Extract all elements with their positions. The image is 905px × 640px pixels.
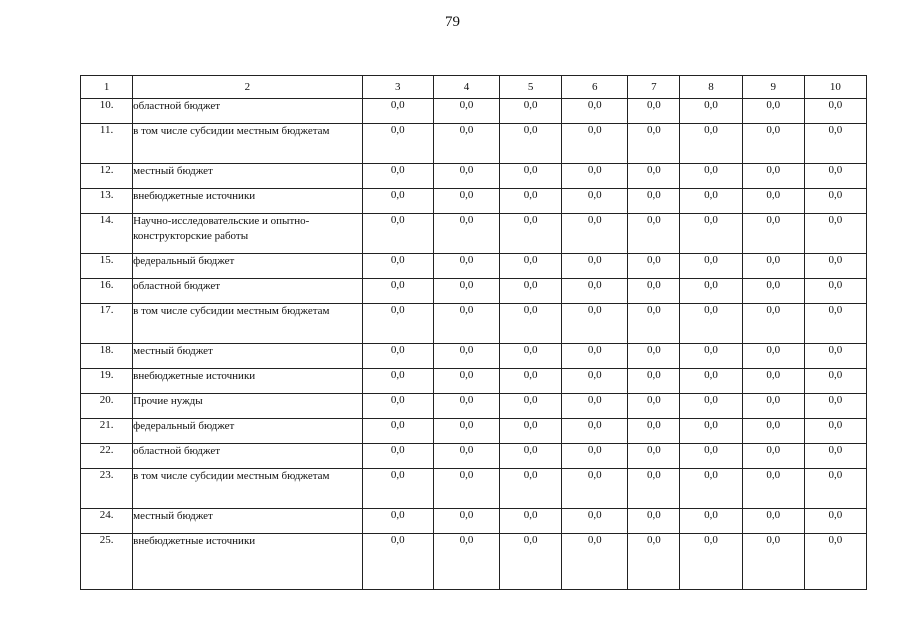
value-cell: 0,0 — [433, 469, 499, 509]
value-cell: 0,0 — [562, 469, 628, 509]
table-row — [81, 304, 867, 344]
value-cell: 0,0 — [680, 444, 742, 469]
value-cell: 0,0 — [804, 534, 866, 590]
table-row — [81, 509, 867, 534]
value-cell: 0,0 — [742, 369, 804, 394]
value-cell: 0,0 — [362, 469, 433, 509]
value-cell: 0,0 — [742, 214, 804, 254]
value-cell: 0,0 — [500, 124, 562, 164]
value-cell: 0,0 — [628, 509, 680, 534]
column-header: 4 — [433, 76, 499, 99]
value-cell: 0,0 — [362, 304, 433, 344]
value-cell: 0,0 — [804, 469, 866, 509]
row-number: 20. — [81, 394, 133, 419]
row-label: в том числе субсидии местным бюджетам — [133, 304, 363, 344]
budget-table — [80, 75, 867, 590]
row-label: федеральный бюджет — [133, 419, 363, 444]
value-cell: 0,0 — [680, 509, 742, 534]
row-number: 12. — [81, 164, 133, 189]
value-cell: 0,0 — [804, 444, 866, 469]
value-cell: 0,0 — [742, 394, 804, 419]
row-label: областной бюджет — [133, 279, 363, 304]
value-cell: 0,0 — [433, 279, 499, 304]
value-cell: 0,0 — [680, 164, 742, 189]
value-cell: 0,0 — [362, 369, 433, 394]
row-number: 11. — [81, 124, 133, 164]
row-number: 17. — [81, 304, 133, 344]
value-cell: 0,0 — [500, 164, 562, 189]
value-cell: 0,0 — [433, 254, 499, 279]
value-cell: 0,0 — [628, 254, 680, 279]
value-cell: 0,0 — [500, 99, 562, 124]
value-cell: 0,0 — [804, 99, 866, 124]
value-cell: 0,0 — [742, 279, 804, 304]
value-cell: 0,0 — [362, 444, 433, 469]
row-number: 21. — [81, 419, 133, 444]
value-cell: 0,0 — [680, 124, 742, 164]
value-cell: 0,0 — [742, 254, 804, 279]
page-number: 79 — [445, 14, 460, 30]
value-cell: 0,0 — [433, 369, 499, 394]
value-cell: 0,0 — [680, 279, 742, 304]
value-cell: 0,0 — [628, 124, 680, 164]
value-cell: 0,0 — [433, 304, 499, 344]
value-cell: 0,0 — [500, 394, 562, 419]
value-cell: 0,0 — [628, 534, 680, 590]
value-cell: 0,0 — [500, 254, 562, 279]
column-header: 5 — [500, 76, 562, 99]
table-row — [81, 369, 867, 394]
row-label: федеральный бюджет — [133, 254, 363, 279]
value-cell: 0,0 — [628, 164, 680, 189]
value-cell: 0,0 — [804, 394, 866, 419]
value-cell: 0,0 — [804, 254, 866, 279]
row-number: 19. — [81, 369, 133, 394]
value-cell: 0,0 — [362, 124, 433, 164]
value-cell: 0,0 — [500, 189, 562, 214]
row-label: Научно-исследовательские и опытно-конструкторские работы — [133, 214, 363, 254]
value-cell: 0,0 — [742, 189, 804, 214]
value-cell: 0,0 — [562, 394, 628, 419]
value-cell: 0,0 — [628, 419, 680, 444]
value-cell: 0,0 — [362, 344, 433, 369]
value-cell: 0,0 — [628, 394, 680, 419]
value-cell: 0,0 — [562, 189, 628, 214]
value-cell: 0,0 — [433, 214, 499, 254]
value-cell: 0,0 — [562, 304, 628, 344]
value-cell: 0,0 — [804, 304, 866, 344]
value-cell: 0,0 — [562, 279, 628, 304]
row-number: 23. — [81, 469, 133, 509]
value-cell: 0,0 — [562, 534, 628, 590]
row-label: внебюджетные источники — [133, 369, 363, 394]
value-cell: 0,0 — [628, 99, 680, 124]
row-number: 24. — [81, 509, 133, 534]
value-cell: 0,0 — [628, 469, 680, 509]
value-cell: 0,0 — [562, 124, 628, 164]
row-label: в том числе субсидии местным бюджетам — [133, 469, 363, 509]
value-cell: 0,0 — [628, 304, 680, 344]
value-cell: 0,0 — [562, 344, 628, 369]
table-row — [81, 164, 867, 189]
value-cell: 0,0 — [500, 304, 562, 344]
row-label: внебюджетные источники — [133, 534, 363, 590]
header-row — [81, 76, 867, 99]
value-cell: 0,0 — [362, 394, 433, 419]
value-cell: 0,0 — [680, 214, 742, 254]
table-row — [81, 469, 867, 509]
value-cell: 0,0 — [362, 214, 433, 254]
table-row — [81, 254, 867, 279]
value-cell: 0,0 — [742, 534, 804, 590]
value-cell: 0,0 — [362, 189, 433, 214]
value-cell: 0,0 — [742, 304, 804, 344]
value-cell: 0,0 — [804, 189, 866, 214]
column-header: 7 — [628, 76, 680, 99]
value-cell: 0,0 — [562, 214, 628, 254]
column-header: 2 — [133, 76, 363, 99]
value-cell: 0,0 — [562, 164, 628, 189]
value-cell: 0,0 — [628, 369, 680, 394]
value-cell: 0,0 — [628, 344, 680, 369]
value-cell: 0,0 — [680, 304, 742, 344]
value-cell: 0,0 — [680, 369, 742, 394]
table-row — [81, 189, 867, 214]
value-cell: 0,0 — [628, 279, 680, 304]
value-cell: 0,0 — [433, 124, 499, 164]
row-number: 15. — [81, 254, 133, 279]
row-label: в том числе субсидии местным бюджетам — [133, 124, 363, 164]
column-header: 1 — [81, 76, 133, 99]
value-cell: 0,0 — [562, 419, 628, 444]
value-cell: 0,0 — [500, 534, 562, 590]
row-label: внебюджетные источники — [133, 189, 363, 214]
value-cell: 0,0 — [680, 189, 742, 214]
value-cell: 0,0 — [433, 164, 499, 189]
value-cell: 0,0 — [500, 444, 562, 469]
table-row — [81, 394, 867, 419]
value-cell: 0,0 — [804, 279, 866, 304]
value-cell: 0,0 — [433, 509, 499, 534]
value-cell: 0,0 — [500, 509, 562, 534]
value-cell: 0,0 — [804, 369, 866, 394]
value-cell: 0,0 — [680, 534, 742, 590]
value-cell: 0,0 — [628, 444, 680, 469]
value-cell: 0,0 — [433, 419, 499, 444]
value-cell: 0,0 — [500, 344, 562, 369]
row-number: 16. — [81, 279, 133, 304]
value-cell: 0,0 — [500, 279, 562, 304]
value-cell: 0,0 — [742, 164, 804, 189]
row-number: 25. — [81, 534, 133, 590]
column-header: 10 — [804, 76, 866, 99]
row-number: 13. — [81, 189, 133, 214]
value-cell: 0,0 — [562, 509, 628, 534]
value-cell: 0,0 — [742, 344, 804, 369]
value-cell: 0,0 — [628, 214, 680, 254]
row-label: областной бюджет — [133, 99, 363, 124]
table-row — [81, 419, 867, 444]
value-cell: 0,0 — [804, 419, 866, 444]
value-cell: 0,0 — [680, 99, 742, 124]
value-cell: 0,0 — [362, 254, 433, 279]
value-cell: 0,0 — [680, 419, 742, 444]
value-cell: 0,0 — [804, 124, 866, 164]
column-header: 9 — [742, 76, 804, 99]
value-cell: 0,0 — [362, 509, 433, 534]
row-label: областной бюджет — [133, 444, 363, 469]
value-cell: 0,0 — [680, 344, 742, 369]
row-number: 18. — [81, 344, 133, 369]
value-cell: 0,0 — [362, 279, 433, 304]
value-cell: 0,0 — [742, 419, 804, 444]
value-cell: 0,0 — [433, 344, 499, 369]
value-cell: 0,0 — [362, 419, 433, 444]
value-cell: 0,0 — [628, 189, 680, 214]
value-cell: 0,0 — [742, 444, 804, 469]
value-cell: 0,0 — [500, 369, 562, 394]
table-row — [81, 99, 867, 124]
value-cell: 0,0 — [362, 99, 433, 124]
value-cell: 0,0 — [500, 214, 562, 254]
row-number: 22. — [81, 444, 133, 469]
table-row — [81, 279, 867, 304]
value-cell: 0,0 — [804, 344, 866, 369]
value-cell: 0,0 — [562, 369, 628, 394]
value-cell: 0,0 — [742, 469, 804, 509]
row-number: 14. — [81, 214, 133, 254]
value-cell: 0,0 — [562, 444, 628, 469]
row-number: 10. — [81, 99, 133, 124]
table-row — [81, 534, 867, 590]
table-row — [81, 214, 867, 254]
value-cell: 0,0 — [680, 254, 742, 279]
value-cell: 0,0 — [742, 124, 804, 164]
row-label: Прочие нужды — [133, 394, 363, 419]
value-cell: 0,0 — [433, 534, 499, 590]
value-cell: 0,0 — [362, 534, 433, 590]
value-cell: 0,0 — [562, 99, 628, 124]
value-cell: 0,0 — [433, 99, 499, 124]
value-cell: 0,0 — [500, 419, 562, 444]
value-cell: 0,0 — [433, 394, 499, 419]
table-row — [81, 124, 867, 164]
value-cell: 0,0 — [804, 214, 866, 254]
value-cell: 0,0 — [433, 189, 499, 214]
column-header: 6 — [562, 76, 628, 99]
column-header: 3 — [362, 76, 433, 99]
table-row — [81, 444, 867, 469]
row-label: местный бюджет — [133, 509, 363, 534]
value-cell: 0,0 — [680, 394, 742, 419]
value-cell: 0,0 — [804, 509, 866, 534]
column-header: 8 — [680, 76, 742, 99]
value-cell: 0,0 — [742, 99, 804, 124]
value-cell: 0,0 — [742, 509, 804, 534]
value-cell: 0,0 — [500, 469, 562, 509]
row-label: местный бюджет — [133, 344, 363, 369]
value-cell: 0,0 — [562, 254, 628, 279]
value-cell: 0,0 — [362, 164, 433, 189]
value-cell: 0,0 — [433, 444, 499, 469]
value-cell: 0,0 — [680, 469, 742, 509]
table-row — [81, 344, 867, 369]
row-label: местный бюджет — [133, 164, 363, 189]
value-cell: 0,0 — [804, 164, 866, 189]
